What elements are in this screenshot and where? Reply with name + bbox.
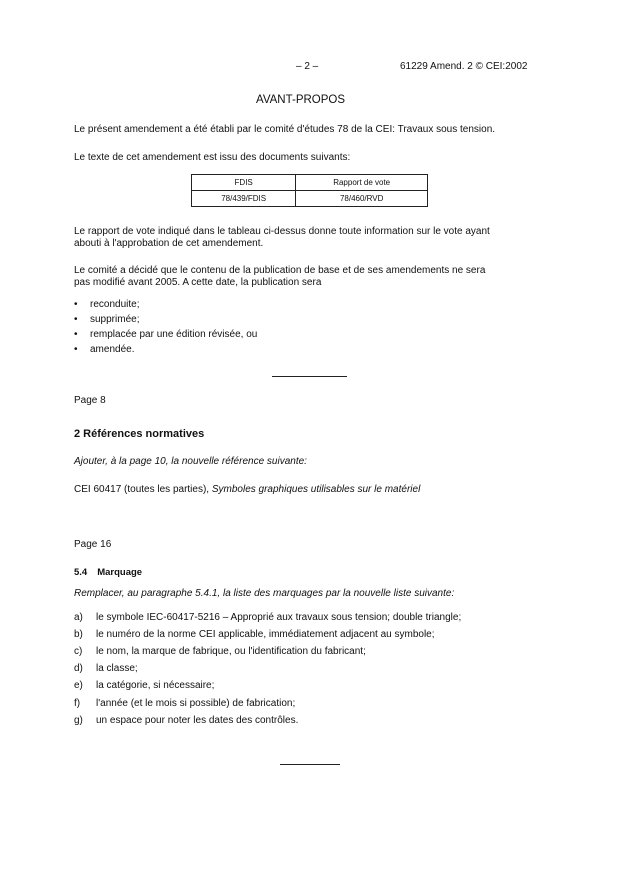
table-cell: 78/439/FDIS bbox=[192, 191, 296, 207]
table-header-row bbox=[192, 175, 428, 191]
list-item-marker: a) bbox=[74, 612, 83, 623]
list-item bbox=[74, 343, 134, 356]
amendment-instruction: Ajouter, à la page 10, la nouvelle référence suivante: bbox=[74, 456, 307, 467]
table-header-cell: FDIS bbox=[192, 175, 296, 191]
list-item-marker: e) bbox=[74, 680, 83, 691]
list-item-text: reconduite; bbox=[90, 299, 140, 310]
list-item-text: remplacée par une édition révisée, ou bbox=[90, 329, 258, 340]
list-item-marker: g) bbox=[74, 715, 83, 726]
section-number: 5.4 bbox=[74, 567, 88, 578]
bullet-icon: • bbox=[74, 344, 78, 355]
paragraph-line: Le rapport de vote indiqué dans le tableau ci-dessus donne toute information sur le vote ayant bbox=[74, 226, 490, 237]
amendment-instruction: Remplacer, au paragraphe 5.4.1, la liste des marquages par la nouvelle liste suivante: bbox=[74, 588, 455, 599]
foreword-paragraph-stability bbox=[74, 265, 547, 289]
section-title: Marquage bbox=[97, 567, 143, 578]
section-heading: 2 Références normatives bbox=[74, 428, 205, 440]
list-item-text: un espace pour noter les dates des contrôles. bbox=[96, 715, 299, 726]
list-item bbox=[74, 628, 435, 641]
list-item bbox=[74, 328, 257, 341]
bullet-icon: • bbox=[74, 299, 78, 310]
paragraph-line: pas modifié avant 2005. A cette date, la publication sera bbox=[74, 277, 322, 288]
list-item bbox=[74, 662, 138, 675]
table-row bbox=[192, 191, 428, 207]
list-item-text: l'année (et le mois si possible) de fabrication; bbox=[96, 698, 296, 709]
reference-designation: CEI 60417 (toutes les parties), bbox=[74, 484, 212, 495]
list-item-marker: f) bbox=[74, 698, 81, 709]
list-item-text: supprimée; bbox=[90, 314, 140, 325]
section-divider bbox=[280, 764, 340, 765]
paragraph-line: Le comité a décidé que le contenu de la publication de base et de ses amendements ne sera bbox=[74, 265, 486, 276]
paragraph-line: abouti à l'approbation de cet amendement. bbox=[74, 238, 264, 249]
list-item bbox=[74, 697, 295, 710]
bullet-icon: • bbox=[74, 329, 78, 340]
list-item-text: la classe; bbox=[96, 663, 138, 674]
list-item-text: le symbole IEC-60417-5216 – Approprié aux travaux sous tension; double triangle; bbox=[96, 612, 462, 623]
table-cell: 78/460/RVD bbox=[296, 191, 428, 207]
list-item bbox=[74, 645, 366, 658]
page-label: Page 16 bbox=[74, 539, 112, 550]
list-item bbox=[74, 298, 139, 311]
page-number: – 2 – bbox=[296, 61, 319, 72]
normative-reference bbox=[74, 484, 420, 495]
foreword-paragraph-documents: Le texte de cet amendement est issu des documents suivants: bbox=[74, 152, 351, 163]
section-divider bbox=[272, 376, 347, 377]
section-heading bbox=[74, 567, 142, 578]
reference-title: Symboles graphiques utilisables sur le matériel bbox=[211, 484, 421, 495]
list-item-marker: b) bbox=[74, 629, 83, 640]
foreword-paragraph-vote-report bbox=[74, 226, 547, 250]
foreword-title: AVANT-PROPOS bbox=[256, 94, 346, 106]
table-header-cell: Rapport de vote bbox=[296, 175, 428, 191]
bullet-icon: • bbox=[74, 314, 78, 325]
list-item-text: le nom, la marque de fabrique, ou l'identification du fabricant; bbox=[96, 646, 366, 657]
list-item bbox=[74, 611, 461, 624]
list-item-marker: d) bbox=[74, 663, 83, 674]
voting-documents-table bbox=[191, 174, 428, 207]
list-item bbox=[74, 679, 214, 692]
list-item bbox=[74, 313, 139, 326]
foreword-paragraph-committee: Le présent amendement a été établi par le comité d'études 78 de la CEI: Travaux sous tension. bbox=[74, 124, 496, 135]
list-item bbox=[74, 714, 298, 727]
list-item-text: la catégorie, si nécessaire; bbox=[96, 680, 215, 691]
document-reference: 61229 Amend. 2 © CEI:2002 bbox=[400, 61, 528, 72]
list-item-marker: c) bbox=[74, 646, 83, 657]
list-item-text: amendée. bbox=[90, 344, 135, 355]
list-item-text: le numéro de la norme CEI applicable, immédiatement adjacent au symbole; bbox=[96, 629, 435, 640]
page-label: Page 8 bbox=[74, 395, 106, 406]
